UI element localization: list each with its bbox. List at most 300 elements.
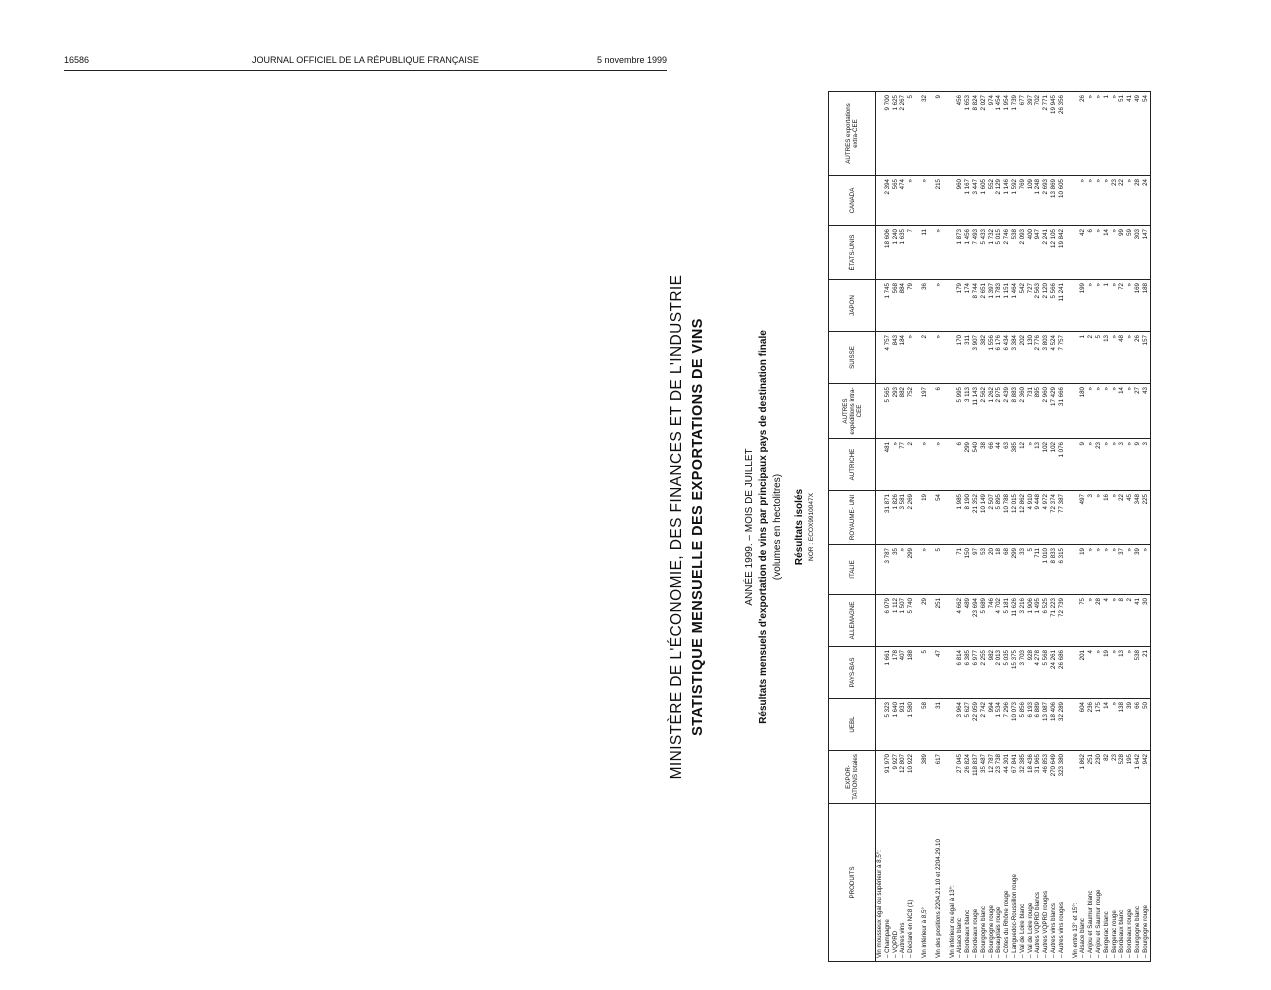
table-cell: 6 434 [1003,332,1011,384]
table-cell [876,332,884,384]
table-cell: 1 625 [892,92,900,176]
table-cell: » [1126,332,1134,384]
table-cell: 6 [1087,226,1095,280]
table-cell [1072,491,1080,545]
table-cell: 3 [1118,439,1126,491]
table-cell: 77 [899,439,907,491]
table-cell: 21 352 [972,491,980,545]
table-cell: 13 [1118,647,1126,699]
table-cell: 4 524 [1050,332,1058,384]
column-header: ROYAUME- UNI [829,491,876,545]
table-cell: 174 [964,280,972,332]
table-cell: 31 965 [1034,751,1042,804]
table-cell: 44 [995,439,1003,491]
table-cell: 299 [1011,545,1019,595]
table-cell: 48 [1118,332,1126,384]
table-cell: 8 883 [1011,384,1019,439]
table-cell: 28 [1095,595,1103,647]
table-cell: 50 [1142,699,1150,751]
table-cell: 11 143 [972,384,980,439]
table-cell: 1 112 [892,595,900,647]
table-cell: 58 [921,699,929,751]
table-cell: 1 580 [907,699,915,751]
table-cell: » [1126,280,1134,332]
table-cell: 1 826 [892,491,900,545]
table-cell: 45 [1126,491,1134,545]
table-cell: 24 261 [1050,647,1058,699]
table-cell: 197 [921,384,929,439]
table-row [1034,92,1042,962]
table-row [972,92,980,962]
table-cell: 5 566 [1050,280,1058,332]
nor-reference: NOR : ECOX9910047X [808,493,815,561]
product-label: – Anjou et Saumur rouge [1095,804,1103,962]
table-cell: » [1087,176,1095,226]
column-header: JAPON [829,280,876,332]
table-cell: 2 563 [1034,280,1042,332]
table-cell [1072,545,1080,595]
table-cell: 2 [1087,332,1095,384]
table-cell [1072,595,1080,647]
table-cell: 75 [1079,595,1087,647]
product-label: – Beaujolais rouge [995,804,1003,962]
table-cell: 54 [935,491,943,545]
table-cell: 15 375 [1011,647,1019,699]
table-cell: 4 662 [956,595,964,647]
product-label: Vin inférieur à 8,5° [921,804,929,962]
table-cell: 2 746 [1003,226,1011,280]
table-cell: 6 385 [964,647,972,699]
units-note: (volumes en hectolitres) [772,473,783,581]
table-row [899,92,907,962]
table-cell: 882 [899,384,907,439]
table-cell: 1 985 [956,491,964,545]
table-cell: 188 [907,647,915,699]
column-header: AUTRICHE [829,439,876,491]
table-cell: 9 927 [892,751,900,804]
table-cell: 6 889 [1034,699,1042,751]
table-cell: 175 [1095,699,1103,751]
product-label: – Bordeaux blanc [964,804,972,962]
table-cell [949,751,957,804]
table-cell: 928 [1027,647,1035,699]
product-label: Vin entre 13° et 15°: [1072,804,1080,962]
table-cell: 1 592 [1011,176,1019,226]
table-cell: 677 [1019,92,1027,176]
ministry-title: MINISTÈRE DE L'ÉCONOMIE, DES FINANCES ET DE L'INDUSTRIE [668,274,685,780]
table-cell: 18 [995,545,1003,595]
table-cell: 230 [1095,751,1103,804]
product-label: – Bourgogne rouge [1142,804,1150,962]
table-cell: 138 [1118,699,1126,751]
table-cell [1072,176,1080,226]
table-row [1050,92,1058,962]
table-cell: 323 380 [1058,751,1066,804]
table-cell [949,176,957,226]
product-label: – Autres VQPRD blancs [1034,804,1042,962]
table-cell: 702 [1034,92,1042,176]
table-cell: 299 [907,545,915,595]
table-cell: » [1111,595,1119,647]
table-cell: 311 [964,332,972,384]
table-cell: 348 [1134,491,1142,545]
table-cell: 5 995 [956,384,964,439]
product-label: – Languedoc-Roussillon rouge [1011,804,1019,962]
table-cell: 5 689 [980,595,988,647]
product-label: – Bordeaux blanc [1118,804,1126,962]
table-cell: » [935,226,943,280]
table-cell: 931 [899,699,907,751]
table-cell: 13 [1103,332,1111,384]
product-label: Vin des positions 2204.21.10 et 2204.29.10 [935,804,943,962]
table-cell: 2 013 [995,647,1003,699]
column-header: PAYS-BAS [829,647,876,699]
table-cell: 617 [935,751,943,804]
table-cell: 32 289 [1058,699,1066,751]
table-cell: 1 605 [980,176,988,226]
table-cell: 1 495 [1034,595,1042,647]
table-cell: 68 [1003,545,1011,595]
table-cell: 1 862 [1079,751,1087,804]
table-cell: 1 635 [899,226,907,280]
table-cell [949,545,957,595]
table-cell: 4 702 [995,595,1003,647]
table-cell: 474 [899,176,907,226]
column-header-products: PRODUITS [829,804,876,962]
table-cell: 7 296 [1003,699,1011,751]
table-cell: 12 787 [988,751,996,804]
table-row [1003,92,1011,962]
table-cell: » [1087,384,1095,439]
table-cell: 538 [1134,647,1142,699]
table-cell: » [921,545,929,595]
table-cell: » [1103,439,1111,491]
table-cell: 11 [921,226,929,280]
table-row [1111,92,1119,962]
table-cell: 23 738 [995,751,1003,804]
table-cell: » [892,439,900,491]
table-cell [1072,439,1080,491]
table-cell: 12 015 [1011,491,1019,545]
table-cell: 1 [1103,280,1111,332]
table-cell: 43 [1142,384,1150,439]
table-cell: 5 433 [980,226,988,280]
table-cell: 1 873 [956,226,964,280]
table-cell: 18 436 [1027,751,1035,804]
table-cell: 28 [1134,176,1142,226]
table-cell: 18 406 [1050,699,1058,751]
table-cell: 8 [1118,595,1126,647]
table-cell: » [1087,92,1095,176]
table-cell: 3 216 [1019,595,1027,647]
table-cell: 497 [1079,491,1087,545]
table-cell: » [1126,647,1134,699]
table-cell: 400 [1027,226,1035,280]
table-cell: » [1126,384,1134,439]
table-cell: 731 [1027,384,1035,439]
table-cell: 2 562 [980,384,988,439]
table-cell: 382 [980,332,988,384]
table-cell: 3 447 [972,176,980,226]
table-cell: 5 015 [995,226,1003,280]
table-cell: 884 [899,280,907,332]
table-cell: » [1111,384,1119,439]
table-cell: 16 [1103,491,1111,545]
table-cell: 35 487 [980,751,988,804]
table-cell: 157 [1142,332,1150,384]
table-cell: » [1095,280,1103,332]
product-label: – Champagne [884,804,892,962]
product-label: – Autres vins rouges [1058,804,1066,962]
table-row [1027,92,1035,962]
table-cell: » [935,280,943,332]
table-cell: 538 [1011,226,1019,280]
table-cell: 4 [1087,647,1095,699]
product-label: – Autres vins [899,804,907,962]
table-cell: 27 045 [956,751,964,804]
table-cell: » [1095,176,1103,226]
table-cell: » [1142,545,1150,595]
table-cell: » [921,176,929,226]
table-row [1142,92,1150,962]
table-cell: 10 922 [907,751,915,804]
table-cell: 947 [1034,226,1042,280]
table-cell: 51 [1118,92,1126,176]
table-cell: » [1103,545,1111,595]
table-cell: 12 862 [1019,491,1027,545]
table-cell: 178 [892,647,900,699]
table-row [884,92,892,962]
table-row [956,92,964,962]
table-cell: 17 429 [1050,384,1058,439]
table-cell: 2 776 [1034,332,1042,384]
product-label: – Bergerac rouge [1111,804,1119,962]
table-row [1095,92,1103,962]
table-cell [876,491,884,545]
table-cell: 2 742 [980,699,988,751]
table-cell: 711 [1034,545,1042,595]
table-cell: 23 [1111,751,1119,804]
product-label: Vin inférieur ou égal à 13°: [949,804,957,962]
period-line: ANNÉE 1999. – MOIS DE JUILLET [744,448,755,606]
table-cell: 30 [1142,595,1150,647]
table-cell: 23 694 [972,595,980,647]
table-cell: » [1095,491,1103,545]
table-cell: 3 581 [899,491,907,545]
table-cell: 97 [972,545,980,595]
table-cell: 10 605 [1058,176,1066,226]
table-cell: 26 [1134,332,1142,384]
table-cell: 14 [1118,384,1126,439]
table-row [907,92,915,962]
table-cell: 1 146 [1003,176,1011,226]
table-cell: 2 [907,439,915,491]
table-row [995,92,1003,962]
table-cell: 5 181 [1003,595,1011,647]
table-cell: » [1111,439,1119,491]
table-cell: 59 [1126,226,1134,280]
table-cell: 46 853 [1042,751,1050,804]
table-cell: 147 [1142,226,1150,280]
product-label: – Côtes du Rhône rouge [1003,804,1011,962]
table-cell [949,595,957,647]
table-cell: 42 [1079,226,1087,280]
table-cell: 3 964 [956,699,964,751]
table-cell: 41 [1126,92,1134,176]
table-cell: 180 [1079,384,1087,439]
table-cell: 3 [1142,439,1150,491]
table-row [935,92,943,962]
table-cell: 11 241 [1058,280,1066,332]
table-cell: 1 456 [964,226,972,280]
table-cell [876,439,884,491]
product-label: – Val de Loire blanc [1019,804,1027,962]
table-cell: 6 814 [956,647,964,699]
table-cell [1072,384,1080,439]
column-header: ITALIE [829,545,876,595]
table-cell: » [1126,545,1134,595]
table-cell: 1 534 [995,699,1003,751]
table-cell: 3 803 [1042,332,1050,384]
table-row [1042,92,1050,962]
table-cell [876,280,884,332]
table-cell: 1 151 [1003,280,1011,332]
table-cell: 3 703 [1019,647,1027,699]
table-cell: » [899,545,907,595]
table-cell [1072,226,1080,280]
table-cell: 2 269 [907,491,915,545]
table-cell: 7 493 [972,226,980,280]
table-cell [949,439,957,491]
table-cell: 1 556 [988,332,996,384]
table-cell: 843 [892,332,900,384]
table-cell: 456 [956,92,964,176]
table-cell: 1 507 [899,595,907,647]
table-cell: » [1103,176,1111,226]
table-cell: 4 910 [1027,491,1035,545]
table-row [1019,92,1027,962]
table-cell: 66 [988,439,996,491]
table-cell: 72 739 [1058,595,1066,647]
table-cell: 489 [964,595,972,647]
table-cell: 895 [1034,384,1042,439]
table-row [1072,92,1080,962]
subtitle: Résultats mensuels d'exportation de vins par principaux pays de destination finale [758,330,769,724]
table-cell: 2 120 [1042,280,1050,332]
table-cell: 5 627 [964,699,972,751]
table-cell: 19 842 [1058,226,1066,280]
table-cell: 5 [935,545,943,595]
table-cell: 47 [935,647,943,699]
section-title: Résultats isolés [794,488,805,566]
table-cell: 31 666 [1058,384,1066,439]
table-cell: 1 [1103,92,1111,176]
table-cell: 2 693 [1042,176,1050,226]
table-cell: 1 661 [884,647,892,699]
publication-date: 5 novembre 1999 [596,55,667,65]
table-cell: 14 [1103,226,1111,280]
table-cell: 7 757 [1058,332,1066,384]
table-row [949,92,957,962]
product-label: – Déclaré en NC8 (1) [907,804,915,962]
table-cell: 1 010 [1042,545,1050,595]
table-cell: 1 745 [884,280,892,332]
table-cell: 389 [921,751,929,804]
table-cell: 1 783 [995,280,1003,332]
table-cell: 2 267 [899,92,907,176]
table-cell: 5 323 [884,699,892,751]
table-cell: 769 [1019,176,1027,226]
product-label: – Bourgogne rouge [988,804,996,962]
table-cell: 540 [972,439,980,491]
table-cell: 9 700 [884,92,892,176]
table-cell: 4 [1103,595,1111,647]
table-cell: 982 [988,647,996,699]
table-cell: 12 [1019,439,1027,491]
table-cell: » [1111,332,1119,384]
table-cell: 82 [1103,751,1111,804]
table-cell: 11 626 [1011,595,1019,647]
product-label: – Bergerac blanc [1103,804,1111,962]
product-label: – Bourgogne blanc [980,804,988,962]
table-cell: 3 787 [884,545,892,595]
table-cell: 2 394 [884,176,892,226]
table-cell: 6 525 [1042,595,1050,647]
table-cell: 91 970 [884,751,892,804]
table-row [892,92,900,962]
column-header: AUTRES expéditions intra-CEE [829,384,876,439]
table-cell: 22 [1118,491,1126,545]
table-cell: » [1111,647,1119,699]
table-cell: 2 027 [980,92,988,176]
table-cell: 21 [1142,647,1150,699]
table-cell: 10 073 [1011,699,1019,751]
table-cell: 13 087 [1042,699,1050,751]
table-cell: 5 856 [1019,699,1027,751]
table-cell: 1 [1079,332,1087,384]
table-cell: 1 640 [892,699,900,751]
table-cell: 7 [907,226,915,280]
table-cell: 29 [921,595,929,647]
table-cell [1072,699,1080,751]
table-cell: 385 [1011,439,1019,491]
document-titles [666,92,846,962]
table-cell: 5 [1027,545,1035,595]
table-cell: 188 [1142,280,1150,332]
table-cell: 6 977 [972,647,980,699]
table-cell: 8 833 [1050,545,1058,595]
column-header: EXPOR- TATIONS totales [829,751,876,804]
table-cell [949,384,957,439]
table-row [1103,92,1111,962]
table-cell: 994 [988,699,996,751]
table-cell: 32 385 [1019,751,1027,804]
table-cell: 13 869 [1050,176,1058,226]
table-cell: 9 448 [1034,491,1042,545]
table-row [876,92,884,962]
table-cell: » [1095,384,1103,439]
table-cell: » [1087,439,1095,491]
product-label: – Val de Loire rouge [1027,804,1035,962]
column-header: UEBL [829,699,876,751]
table-cell: 99 [1118,226,1126,280]
table-cell: 44 301 [1003,751,1011,804]
table-cell: 71 223 [1050,595,1058,647]
column-header: CANADA [829,176,876,226]
table-cell: 974 [988,92,996,176]
table-cell: » [1111,92,1119,176]
table-cell [949,280,957,332]
